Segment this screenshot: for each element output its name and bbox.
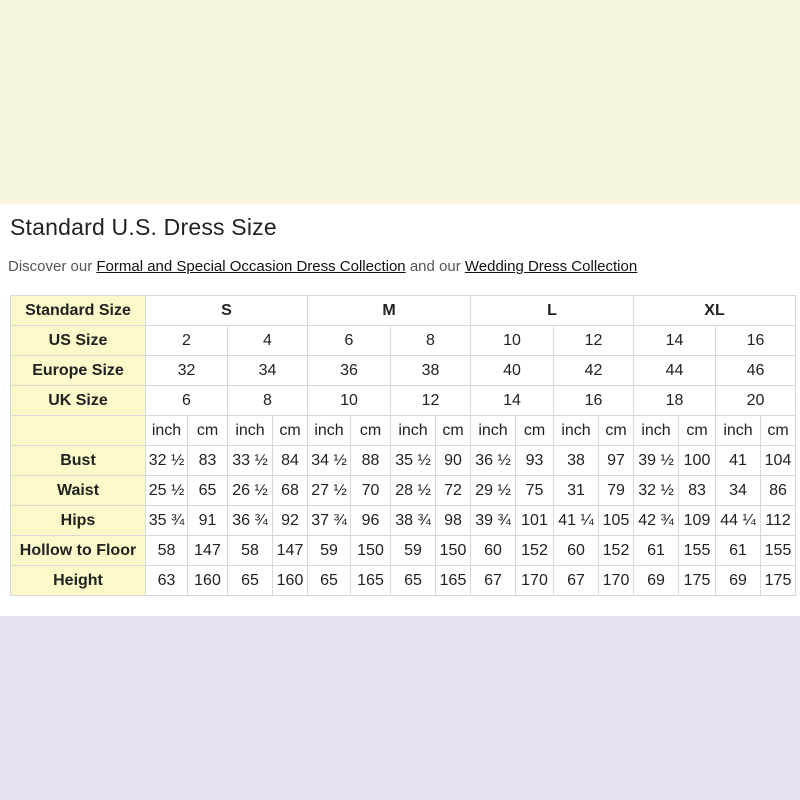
hollow-cell: 152: [599, 536, 634, 566]
europe-size-cell: 34: [228, 356, 308, 386]
unit-cell: cm: [761, 416, 796, 446]
height-cell: 175: [679, 566, 716, 596]
europe-size-cell: 36: [308, 356, 391, 386]
height-cell: 65: [391, 566, 436, 596]
uk-size-cell: 18: [634, 386, 716, 416]
standard-size-cell: L: [471, 296, 634, 326]
hollow-cell: 150: [436, 536, 471, 566]
unit-cell: cm: [188, 416, 228, 446]
row-label: Bust: [11, 446, 146, 476]
standard-size-row: [11, 296, 796, 326]
unit-cell: cm: [516, 416, 554, 446]
waist-cell: 32 ½: [634, 476, 679, 506]
us-size-cell: 10: [471, 326, 554, 356]
height-cell: 165: [436, 566, 471, 596]
size-chart-panel: [0, 204, 800, 616]
waist-cell: 83: [679, 476, 716, 506]
uk-size-cell: 6: [146, 386, 228, 416]
bust-row: [11, 446, 796, 476]
height-row: [11, 566, 796, 596]
uk-size-cell: 20: [716, 386, 796, 416]
unit-cell: inch: [146, 416, 188, 446]
bust-cell: 38: [554, 446, 599, 476]
hips-cell: 96: [351, 506, 391, 536]
height-cell: 170: [599, 566, 634, 596]
height-cell: 67: [471, 566, 516, 596]
hips-cell: 101: [516, 506, 554, 536]
us-size-cell: 12: [554, 326, 634, 356]
hollow-cell: 61: [634, 536, 679, 566]
bust-cell: 34 ½: [308, 446, 351, 476]
bust-cell: 33 ½: [228, 446, 273, 476]
us-size-row: [11, 326, 796, 356]
waist-cell: 26 ½: [228, 476, 273, 506]
intro-middle: and our: [405, 258, 465, 275]
hollow-cell: 58: [228, 536, 273, 566]
hips-cell: 35 ¾: [146, 506, 188, 536]
waist-cell: 27 ½: [308, 476, 351, 506]
europe-size-cell: 42: [554, 356, 634, 386]
europe-size-cell: 46: [716, 356, 796, 386]
row-label: Standard Size: [11, 296, 146, 326]
bust-cell: 83: [188, 446, 228, 476]
unit-cell: inch: [634, 416, 679, 446]
hips-cell: 39 ¾: [471, 506, 516, 536]
size-chart-table: [10, 295, 796, 596]
bust-cell: 41: [716, 446, 761, 476]
waist-cell: 72: [436, 476, 471, 506]
waist-cell: 65: [188, 476, 228, 506]
waist-cell: 86: [761, 476, 796, 506]
bust-cell: 39 ½: [634, 446, 679, 476]
standard-size-cell: S: [146, 296, 308, 326]
us-size-cell: 8: [391, 326, 471, 356]
waist-cell: 68: [273, 476, 308, 506]
intro-prefix: Discover our: [8, 258, 97, 275]
hollow-cell: 155: [761, 536, 796, 566]
unit-cell: inch: [228, 416, 273, 446]
hips-cell: 98: [436, 506, 471, 536]
uk-size-cell: 14: [471, 386, 554, 416]
hollow-cell: 150: [351, 536, 391, 566]
row-label: UK Size: [11, 386, 146, 416]
unit-cell: cm: [351, 416, 391, 446]
unit-cell: cm: [599, 416, 634, 446]
height-cell: 69: [716, 566, 761, 596]
bust-cell: 88: [351, 446, 391, 476]
europe-size-cell: 44: [634, 356, 716, 386]
hips-cell: 91: [188, 506, 228, 536]
hips-cell: 109: [679, 506, 716, 536]
height-cell: 160: [273, 566, 308, 596]
row-label: Hips: [11, 506, 146, 536]
europe-size-cell: 38: [391, 356, 471, 386]
row-label: [11, 416, 146, 446]
row-label: US Size: [11, 326, 146, 356]
waist-cell: 25 ½: [146, 476, 188, 506]
wedding-collection-link[interactable]: Wedding Dress Collection: [464, 258, 638, 275]
us-size-cell: 14: [634, 326, 716, 356]
europe-size-cell: 40: [471, 356, 554, 386]
uk-size-cell: 12: [391, 386, 471, 416]
bust-cell: 36 ½: [471, 446, 516, 476]
hollow-cell: 58: [146, 536, 188, 566]
bust-cell: 35 ½: [391, 446, 436, 476]
hollow-cell: 147: [273, 536, 308, 566]
height-cell: 69: [634, 566, 679, 596]
waist-cell: 34: [716, 476, 761, 506]
hollow-cell: 155: [679, 536, 716, 566]
row-label: Hollow to Floor: [11, 536, 146, 566]
us-size-cell: 6: [308, 326, 391, 356]
intro-text: [8, 258, 637, 275]
top-background-band: [0, 0, 800, 204]
standard-size-cell: M: [308, 296, 471, 326]
bust-cell: 97: [599, 446, 634, 476]
unit-cell: inch: [471, 416, 516, 446]
height-cell: 63: [146, 566, 188, 596]
hollow-cell: 61: [716, 536, 761, 566]
hips-cell: 37 ¾: [308, 506, 351, 536]
hips-cell: 105: [599, 506, 634, 536]
unit-cell: inch: [554, 416, 599, 446]
waist-row: [11, 476, 796, 506]
height-cell: 67: [554, 566, 599, 596]
hips-row: [11, 506, 796, 536]
row-label: Waist: [11, 476, 146, 506]
waist-cell: 70: [351, 476, 391, 506]
unit-cell: cm: [273, 416, 308, 446]
hips-cell: 92: [273, 506, 308, 536]
waist-cell: 31: [554, 476, 599, 506]
us-size-cell: 4: [228, 326, 308, 356]
hollow-cell: 147: [188, 536, 228, 566]
europe-size-row: [11, 356, 796, 386]
waist-cell: 79: [599, 476, 634, 506]
hollow-cell: 152: [516, 536, 554, 566]
unit-cell: inch: [391, 416, 436, 446]
bust-cell: 84: [273, 446, 308, 476]
height-cell: 165: [351, 566, 391, 596]
bust-cell: 100: [679, 446, 716, 476]
height-cell: 65: [228, 566, 273, 596]
row-label: Height: [11, 566, 146, 596]
unit-cell: cm: [436, 416, 471, 446]
hips-cell: 44 ¼: [716, 506, 761, 536]
formal-collection-link[interactable]: Formal and Special Occasion Dress Collection: [96, 258, 406, 275]
uk-size-cell: 10: [308, 386, 391, 416]
uk-size-row: [11, 386, 796, 416]
us-size-cell: 16: [716, 326, 796, 356]
uk-size-cell: 16: [554, 386, 634, 416]
unit-cell: inch: [716, 416, 761, 446]
unit-cell: cm: [679, 416, 716, 446]
bust-cell: 93: [516, 446, 554, 476]
hips-cell: 112: [761, 506, 796, 536]
height-cell: 175: [761, 566, 796, 596]
hips-cell: 38 ¾: [391, 506, 436, 536]
page-title: Standard U.S. Dress Size: [10, 214, 277, 240]
waist-cell: 75: [516, 476, 554, 506]
bust-cell: 32 ½: [146, 446, 188, 476]
waist-cell: 29 ½: [471, 476, 516, 506]
hips-cell: 42 ¾: [634, 506, 679, 536]
row-label: Europe Size: [11, 356, 146, 386]
units-row: [11, 416, 796, 446]
us-size-cell: 2: [146, 326, 228, 356]
unit-cell: inch: [308, 416, 351, 446]
hollow-cell: 59: [391, 536, 436, 566]
uk-size-cell: 8: [228, 386, 308, 416]
bottom-background-band: [0, 616, 800, 800]
hollow-to-floor-row: [11, 536, 796, 566]
height-cell: 160: [188, 566, 228, 596]
europe-size-cell: 32: [146, 356, 228, 386]
standard-size-cell: XL: [634, 296, 796, 326]
bust-cell: 104: [761, 446, 796, 476]
hips-cell: 36 ¾: [228, 506, 273, 536]
waist-cell: 28 ½: [391, 476, 436, 506]
height-cell: 170: [516, 566, 554, 596]
hips-cell: 41 ¼: [554, 506, 599, 536]
hollow-cell: 60: [471, 536, 516, 566]
height-cell: 65: [308, 566, 351, 596]
hollow-cell: 59: [308, 536, 351, 566]
bust-cell: 90: [436, 446, 471, 476]
hollow-cell: 60: [554, 536, 599, 566]
